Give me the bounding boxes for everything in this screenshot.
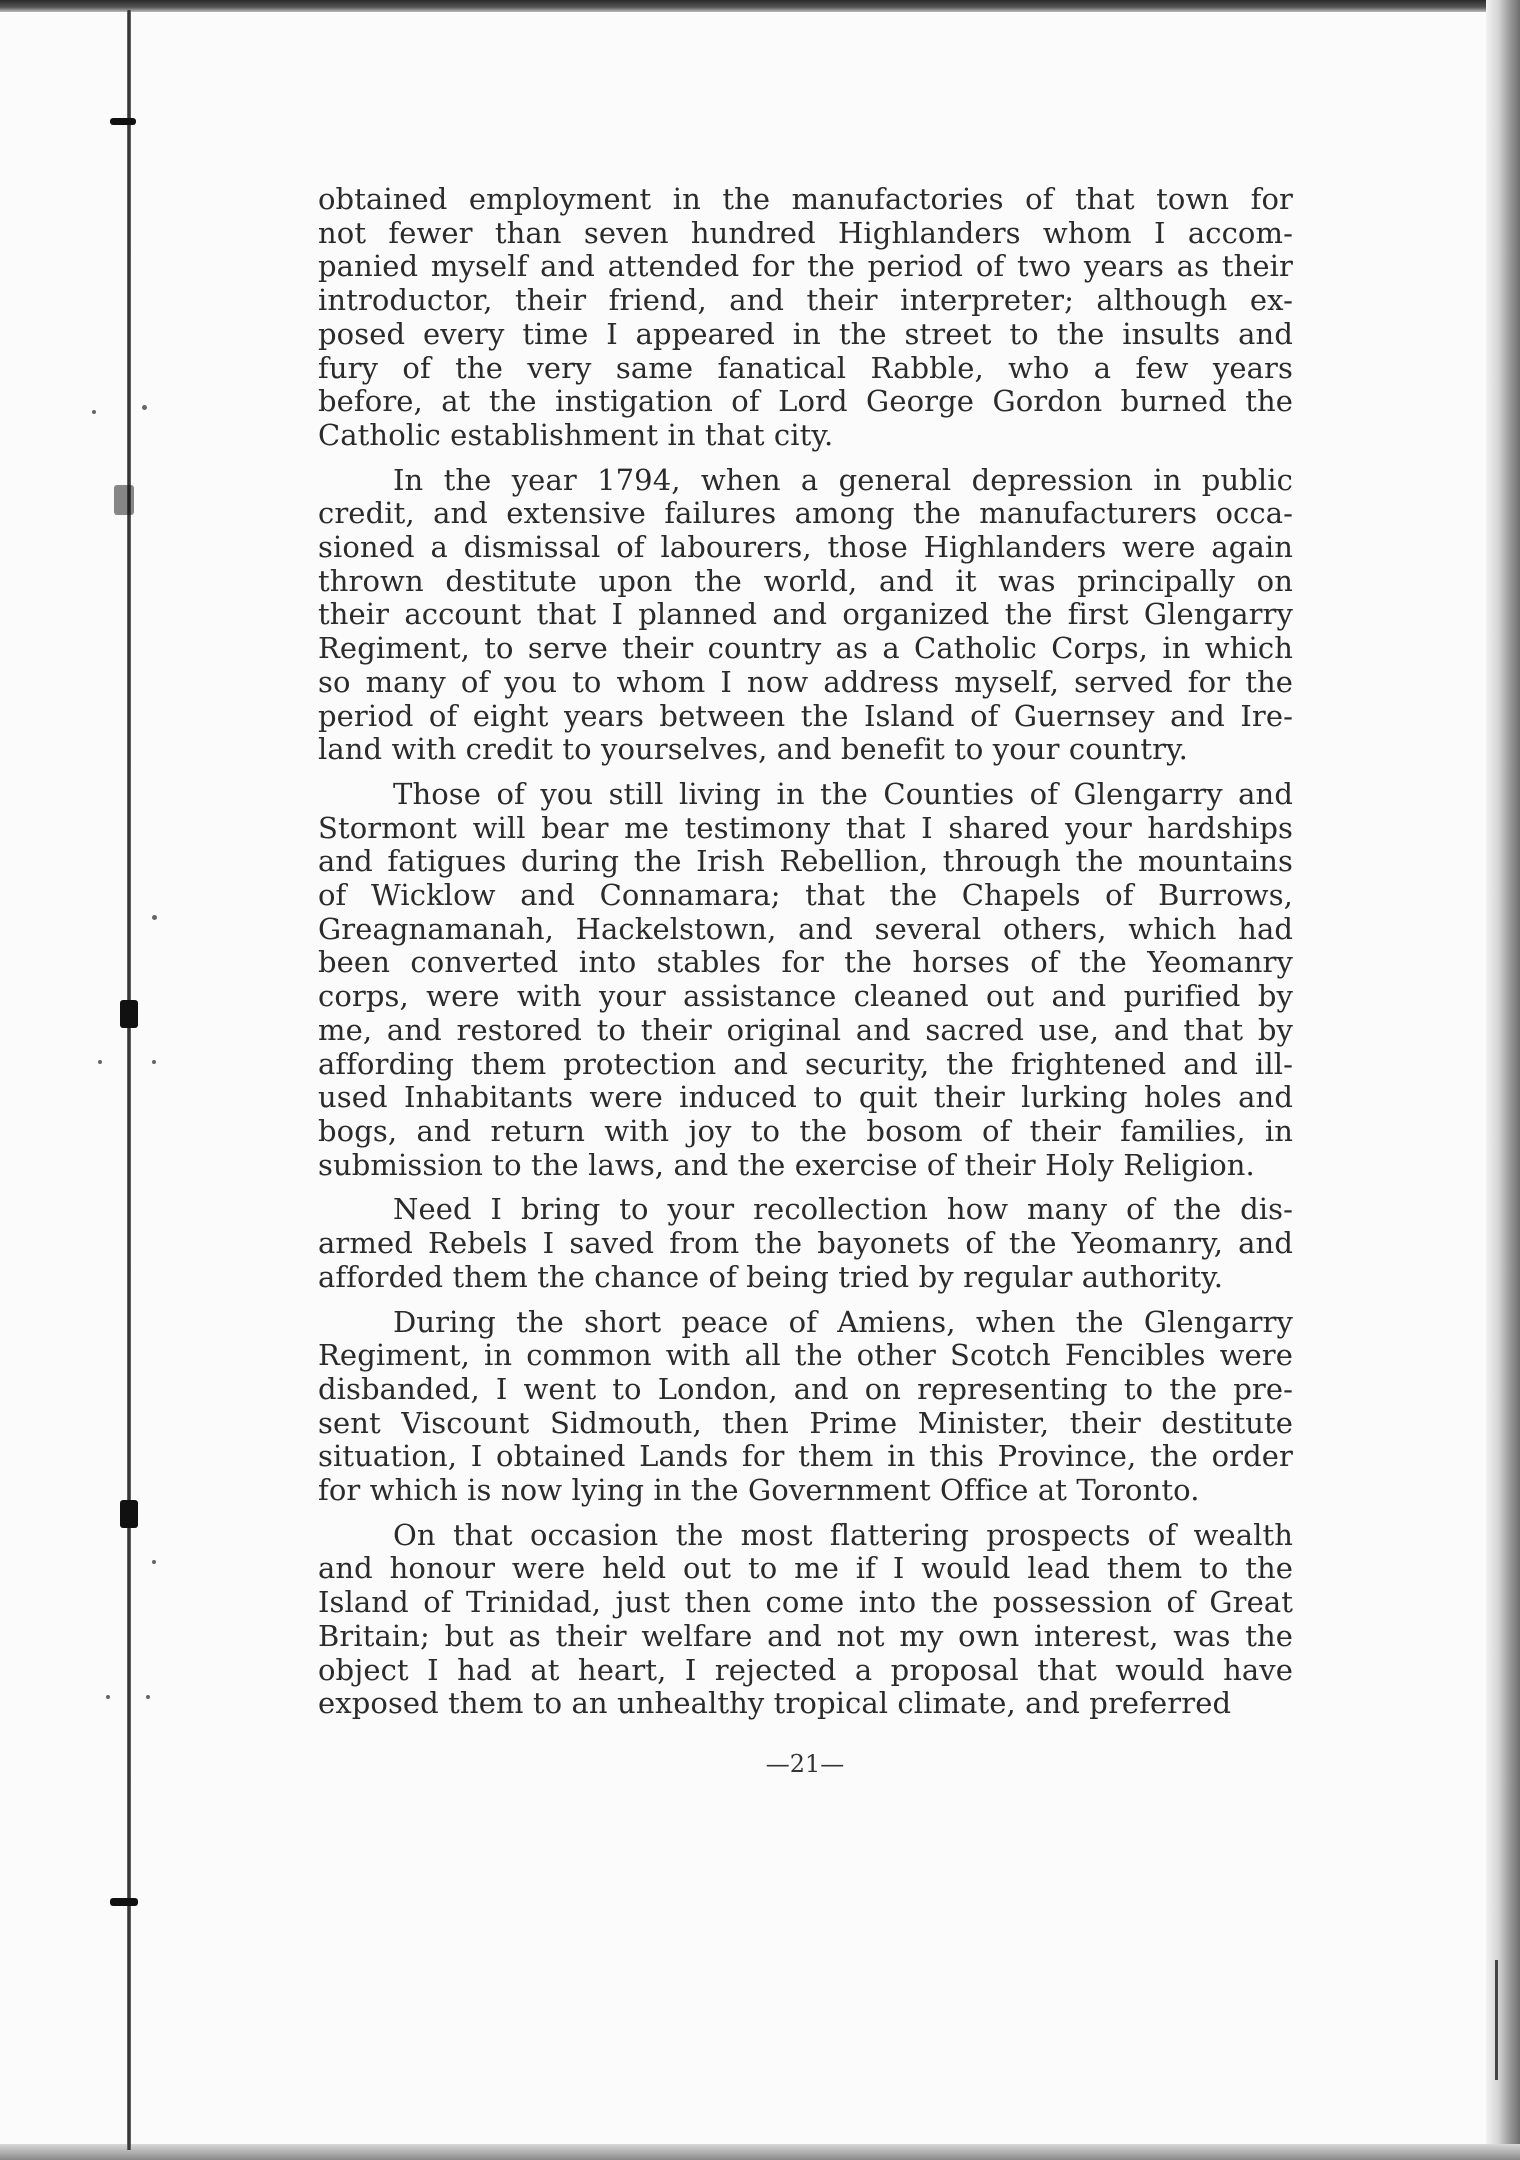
text-line: During the short peace of Amiens, when the Glengarry	[393, 1304, 1293, 1339]
text-line: posed every time I appeared in the street to the insults and	[318, 316, 1293, 351]
text-line: introductor, their friend, and their interpreter; although ex-	[318, 283, 1293, 318]
text-line: Britain; but as their welfare and not my own interest, was the	[318, 1618, 1293, 1653]
scan-right-edge	[1486, 0, 1520, 2160]
scan-speck	[92, 410, 96, 414]
page-number: —21—	[765, 1750, 845, 1778]
paragraph	[318, 464, 1293, 767]
text-line: Greagnamanah, Hackelstown, and several others, which had	[318, 911, 1293, 946]
text-line: Catholic establishment in that city.	[318, 417, 834, 452]
paragraph	[318, 778, 1293, 1182]
paragraph	[318, 183, 1293, 453]
scan-bottom-border	[0, 2144, 1520, 2160]
book-binding	[118, 10, 140, 2150]
text-line: not fewer than seven hundred Highlanders whom I accom-	[318, 215, 1293, 250]
text-line: submission to the laws, and the exercise of their Holy Religion.	[318, 1147, 1255, 1182]
binding-stitch	[120, 1000, 138, 1028]
text-line: for which is now lying in the Government Office at Toronto.	[318, 1473, 1200, 1508]
text-line: Stormont will bear me testimony that I shared your hardships	[318, 810, 1293, 845]
text-line: thrown destitute upon the world, and it was principally on	[318, 563, 1293, 598]
binding-stitch	[120, 1500, 138, 1528]
text-line: and fatigues during the Irish Rebellion, through the mountains	[318, 844, 1293, 879]
text-line: Island of Trinidad, just then come into the possession of Great	[318, 1585, 1293, 1620]
scan-speck	[152, 1560, 156, 1564]
text-line: exposed them to an unhealthy tropical climate, and preferred	[318, 1686, 1232, 1721]
paragraph	[318, 1193, 1293, 1294]
scan-speck	[152, 915, 157, 920]
text-line: panied myself and attended for the period of two years as their	[318, 249, 1293, 284]
text-line: afforded them the chance of being tried by regular authority.	[318, 1259, 1224, 1294]
text-line: Regiment, to serve their country as a Catholic Corps, in which	[318, 631, 1293, 666]
text-line: bogs, and return with joy to the bosom of their families, in	[318, 1113, 1293, 1148]
text-line: land with credit to yourselves, and benefit to your country.	[318, 732, 1188, 767]
text-line: situation, I obtained Lands for them in this Province, the order	[318, 1439, 1293, 1474]
binding-stitch	[110, 118, 136, 125]
text-line: affording them protection and security, the frightened and ill-	[318, 1046, 1293, 1081]
text-line: Regiment, in common with all the other Scotch Fencibles were	[318, 1338, 1293, 1373]
text-line: Need I bring to your recollection how many of the dis-	[393, 1192, 1293, 1227]
text-line: of Wicklow and Connamara; that the Chapels of Burrows,	[318, 878, 1293, 913]
text-line: armed Rebels I saved from the bayonets of the Yeomanry, and	[318, 1226, 1293, 1261]
scan-top-border	[0, 0, 1520, 12]
text-line: In the year 1794, when a general depression in public	[393, 462, 1293, 497]
scan-speck	[152, 1060, 156, 1064]
scan-speck	[98, 1060, 102, 1064]
text-line: Those of you still living in the Counties of Glengarry and	[393, 776, 1293, 811]
text-line: corps, were with your assistance cleaned out and purified by	[318, 979, 1293, 1014]
text-line: sioned a dismissal of labourers, those Highlanders were again	[318, 530, 1293, 565]
scan-edge-mark	[1495, 1960, 1498, 2080]
text-line: sent Viscount Sidmouth, then Prime Minister, their destitute	[318, 1405, 1293, 1440]
text-line: used Inhabitants were induced to quit their lurking holes and	[318, 1080, 1293, 1115]
binding-stitch	[114, 485, 134, 515]
text-line: fury of the very same fanatical Rabble, who a few years	[318, 350, 1293, 385]
binding-thread	[127, 10, 131, 2150]
text-line: object I had at heart, I rejected a proposal that would have	[318, 1652, 1293, 1687]
text-line: credit, and extensive failures among the manufacturers occa-	[318, 496, 1293, 531]
text-line: On that occasion the most flattering prospects of wealth	[393, 1517, 1293, 1552]
text-line: so many of you to whom I now address myself, served for the	[318, 664, 1293, 699]
text-line: their account that I planned and organized the first Glengarry	[318, 597, 1293, 632]
binding-stitch	[110, 1898, 138, 1906]
text-line: and honour were held out to me if I would lead them to the	[318, 1551, 1293, 1586]
paragraph	[318, 1519, 1293, 1721]
scan-speck	[106, 1695, 110, 1699]
text-line: obtained employment in the manufactories of that town for	[318, 182, 1293, 216]
text-line: period of eight years between the Island of Guernsey and Ire-	[318, 698, 1293, 733]
text-line: before, at the instigation of Lord George Gordon burned the	[318, 384, 1293, 419]
text-line: disbanded, I went to London, and on representing to the pre-	[318, 1371, 1293, 1406]
text-line: me, and restored to their original and sacred use, and that by	[318, 1012, 1293, 1047]
paragraph	[318, 1306, 1293, 1508]
scan-speck	[146, 1695, 150, 1699]
body-text	[318, 183, 1293, 1732]
text-line: been converted into stables for the horses of the Yeomanry	[318, 945, 1293, 980]
scan-speck	[142, 405, 147, 410]
